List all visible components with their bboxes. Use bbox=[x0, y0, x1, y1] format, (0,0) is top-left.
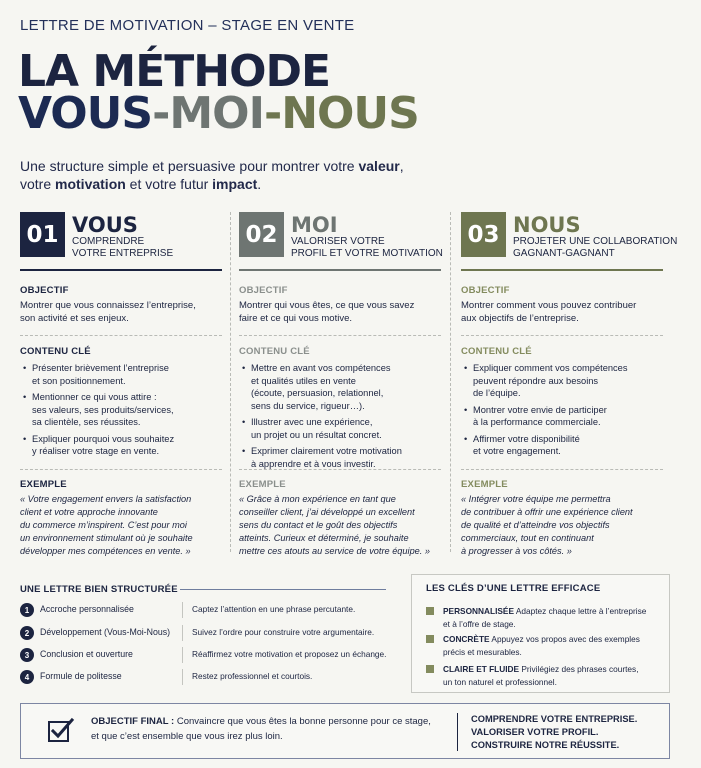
bullet-line: à apprendre et à vous investir. bbox=[251, 458, 376, 469]
title-vous: VOUS bbox=[18, 88, 153, 139]
quote-line: mettre ces atouts au service de votre équipe. » bbox=[239, 546, 430, 556]
step-divider bbox=[182, 602, 183, 618]
subtitle-line: VOTRE ENTREPRISE bbox=[72, 248, 174, 259]
structure-rule bbox=[180, 589, 386, 590]
step-divider bbox=[182, 647, 183, 663]
bullet-item bbox=[20, 362, 222, 387]
column-number-badge: 01 bbox=[20, 212, 65, 257]
intro-bold: impact bbox=[212, 176, 258, 192]
step-name: Accroche personnalisée bbox=[40, 604, 134, 614]
bullet-item bbox=[461, 433, 663, 458]
objectif-label: OBJECTIF bbox=[20, 285, 69, 296]
final-label: OBJECTIF FINAL : bbox=[91, 716, 175, 727]
intro-part: et votre futur bbox=[125, 176, 213, 192]
objectif-label: OBJECTIF bbox=[239, 285, 288, 296]
key-label: CLAIRE ET FLUIDE bbox=[443, 664, 520, 674]
final-objective-bar bbox=[20, 703, 670, 759]
subtitle-line: GAGNANT-GAGNANT bbox=[513, 248, 615, 259]
bullet-line: • Montrer votre envie de participer bbox=[473, 404, 607, 415]
quote-line: du commerce m’inspirent. C’est pour moi bbox=[20, 520, 187, 530]
quote-line: un environnement stimulant où je souhaite bbox=[20, 533, 193, 543]
final-divider bbox=[457, 713, 458, 751]
kicker: LETTRE DE MOTIVATION – STAGE EN VENTE bbox=[20, 17, 355, 34]
section-divider bbox=[20, 469, 222, 470]
intro-part: . bbox=[257, 176, 262, 192]
key-content-list bbox=[20, 362, 222, 462]
exemple-label: EXEMPLE bbox=[461, 479, 508, 490]
title-line2 bbox=[18, 88, 419, 139]
column-name: VOUS bbox=[72, 213, 138, 237]
quote-line: « Votre engagement envers la satisfaction bbox=[20, 494, 192, 504]
square-bullet-icon bbox=[426, 665, 434, 673]
bullet-item bbox=[239, 416, 441, 441]
quote-line: « Intégrer votre équipe me permettra bbox=[461, 494, 611, 504]
bullet-line: • Expliquer comment vos compétences bbox=[473, 363, 628, 373]
bullet-line: peuvent répondre aux besoins bbox=[473, 375, 599, 386]
section-divider bbox=[239, 469, 441, 470]
title-line1: LA MÉTHODE bbox=[18, 46, 331, 97]
key-line: Appuyez vos propos avec des exemples bbox=[489, 634, 640, 644]
step-name: Développement (Vous-Moi-Nous) bbox=[40, 627, 171, 637]
objectif-line: Montrer comment vous pouvez contribuer bbox=[461, 300, 637, 311]
bullet-line: à la performance commerciale. bbox=[473, 417, 601, 427]
structure-step bbox=[20, 670, 400, 688]
objectif-line: Montrer que vous connaissez l’entreprise, bbox=[20, 300, 196, 311]
quote-line: à progresser à vos côtés. » bbox=[461, 546, 572, 556]
title-dash: - bbox=[152, 88, 170, 139]
subtitle-line: PROJETER UNE COLLABORATION bbox=[513, 236, 678, 247]
objectif-text bbox=[20, 299, 222, 325]
quote-line: atteints. Curieux et déterminé, je souhaite bbox=[239, 533, 409, 543]
bullet-item bbox=[20, 391, 222, 429]
column-rule bbox=[20, 269, 222, 271]
step-name: Conclusion et ouverture bbox=[40, 649, 133, 659]
keys-box bbox=[411, 574, 670, 693]
bullet-line: et qualités utiles en vente bbox=[251, 375, 356, 386]
objectif-text bbox=[461, 299, 663, 325]
summary-line: CONSTRUIRE NOTRE RÉUSSITE. bbox=[471, 740, 620, 750]
square-bullet-icon bbox=[426, 607, 434, 615]
step-description: Suivez l’ordre pour construire votre argumentaire. bbox=[192, 627, 375, 637]
objectif-line: aux objectifs de l’entreprise. bbox=[461, 313, 579, 324]
bullet-line: et votre engagement. bbox=[473, 446, 561, 456]
quote-line: « Grâce à mon expérience en tant que bbox=[239, 494, 396, 504]
bullet-line: (écoute, persuasion, relationnel, bbox=[251, 388, 384, 398]
intro-bold: motivation bbox=[55, 176, 126, 192]
key-line: et à l’offre de stage. bbox=[443, 618, 516, 629]
column-subtitle bbox=[513, 236, 677, 260]
column-divider bbox=[230, 212, 231, 552]
final-objective-text bbox=[91, 714, 446, 744]
keys-title: LES CLÉS D’UNE LETTRE EFFICACE bbox=[426, 583, 601, 594]
quote-line: conseiller client, j’ai développé un excellent bbox=[239, 507, 415, 517]
bullet-item bbox=[239, 445, 441, 470]
subtitle-line: COMPRENDRE bbox=[72, 236, 145, 247]
step-number-badge: 3 bbox=[20, 648, 34, 662]
step-number-badge: 1 bbox=[20, 603, 34, 617]
key-content-list bbox=[461, 362, 663, 462]
step-description: Captez l’attention en une phrase percutante. bbox=[192, 604, 356, 614]
quote-line: client et votre approche innovante bbox=[20, 507, 158, 517]
bullet-line: • Affirmer votre disponibilité bbox=[473, 433, 580, 444]
subtitle-line: VALORISER VOTRE bbox=[291, 236, 385, 247]
exemple-label: EXEMPLE bbox=[20, 479, 67, 490]
step-name: Formule de politesse bbox=[40, 671, 122, 681]
structure-step bbox=[20, 626, 400, 644]
checkbox-check-icon bbox=[47, 716, 75, 744]
bullet-line: de l’équipe. bbox=[473, 388, 521, 398]
bullet-line: • Exprimer clairement votre motivation bbox=[251, 446, 402, 456]
section-divider bbox=[239, 335, 441, 336]
step-divider bbox=[182, 625, 183, 641]
column-number-badge: 03 bbox=[461, 212, 506, 257]
contenu-label: CONTENU CLÉ bbox=[20, 346, 91, 357]
key-line: un ton naturel et professionnel. bbox=[443, 676, 557, 687]
key-content-list bbox=[239, 362, 441, 474]
key-text bbox=[443, 605, 659, 630]
title-moi: MOI bbox=[169, 88, 264, 139]
bullet-line: • Présenter brièvement l’entreprise bbox=[32, 363, 169, 373]
column-name: MOI bbox=[291, 213, 338, 237]
section-divider bbox=[461, 335, 663, 336]
step-number-badge: 2 bbox=[20, 626, 34, 640]
bullet-line: et son positionnement. bbox=[32, 375, 126, 386]
final-summary bbox=[471, 713, 637, 752]
key-line: précis et mesurables. bbox=[443, 646, 522, 657]
key-text bbox=[443, 663, 659, 688]
bullet-line: un projet ou un résultat concret. bbox=[251, 429, 382, 440]
exemple-quote bbox=[461, 493, 663, 558]
bullet-line: sa clientèle, ses réussites. bbox=[32, 417, 141, 427]
subtitle-line: PROFIL ET VOTRE MOTIVATION bbox=[291, 248, 443, 259]
exemple-quote bbox=[239, 493, 441, 558]
bullet-item bbox=[461, 362, 663, 400]
column-rule bbox=[239, 269, 441, 271]
objectif-line: faire et ce qui vous motive. bbox=[239, 313, 352, 324]
bullet-line: • Mentionner ce qui vous attire : bbox=[32, 392, 157, 402]
column-subtitle bbox=[72, 236, 173, 260]
key-label: PERSONNALISÉE bbox=[443, 606, 514, 616]
bullet-item bbox=[20, 433, 222, 458]
bullet-line: • Illustrer avec une expérience, bbox=[251, 417, 373, 427]
key-line: Privilégiez des phrases courtes, bbox=[519, 664, 639, 674]
key-text bbox=[443, 633, 659, 658]
contenu-label: CONTENU CLÉ bbox=[239, 346, 310, 357]
column-rule bbox=[461, 269, 663, 271]
bullet-item bbox=[239, 362, 441, 412]
structure-step bbox=[20, 603, 400, 621]
summary-line: VALORISER VOTRE PROFIL. bbox=[471, 727, 599, 737]
final-line: Convaincre que vous êtes la bonne personne pour ce stage, bbox=[174, 716, 431, 727]
step-number-badge: 4 bbox=[20, 670, 34, 684]
key-label: CONCRÈTE bbox=[443, 634, 490, 644]
section-divider bbox=[461, 469, 663, 470]
exemple-quote bbox=[20, 493, 222, 558]
bullet-item bbox=[461, 404, 663, 429]
key-line: Adaptez chaque lettre à l’entreprise bbox=[514, 606, 647, 616]
quote-line: de qualité et d’atteindre vos objectifs bbox=[461, 520, 610, 530]
quote-line: sens du contact et le goût des objectifs bbox=[239, 520, 398, 530]
step-description: Réaffirmez votre motivation et proposez un échange. bbox=[192, 649, 387, 659]
intro-part: Une structure simple et persuasive pour montrer votre bbox=[20, 158, 359, 174]
final-line: et que c’est ensemble que vous irez plus loin. bbox=[91, 731, 283, 742]
objectif-label: OBJECTIF bbox=[461, 285, 510, 296]
intro-bold: valeur bbox=[358, 158, 400, 174]
title-dash: - bbox=[263, 88, 282, 139]
step-divider bbox=[182, 669, 183, 685]
column-number-badge: 02 bbox=[239, 212, 284, 257]
objectif-line: son activité et ses enjeux. bbox=[20, 313, 129, 324]
bullet-line: sens du service, rigueur…). bbox=[251, 400, 365, 411]
column-name: NOUS bbox=[513, 213, 581, 237]
title-nous: NOUS bbox=[281, 88, 419, 139]
contenu-label: CONTENU CLÉ bbox=[461, 346, 532, 357]
step-description: Restez professionnel et courtois. bbox=[192, 671, 313, 681]
intro-part: , bbox=[399, 158, 404, 174]
quote-line: commerciaux, tout en continuant bbox=[461, 533, 594, 543]
quote-line: développer mes compétences en vente. » bbox=[20, 546, 191, 556]
bullet-line: ses valeurs, ses produits/services, bbox=[32, 404, 174, 415]
structure-step bbox=[20, 648, 400, 666]
bullet-line: • Expliquer pourquoi vous souhaitez bbox=[32, 433, 175, 444]
square-bullet-icon bbox=[426, 635, 434, 643]
summary-line: COMPRENDRE VOTRE ENTREPRISE. bbox=[471, 714, 638, 724]
column-divider bbox=[450, 212, 451, 552]
exemple-label: EXEMPLE bbox=[239, 479, 286, 490]
bullet-line: y réaliser votre stage en vente. bbox=[32, 446, 160, 456]
bullet-line: • Mettre en avant vos compétences bbox=[251, 363, 391, 373]
section-divider bbox=[20, 335, 222, 336]
structure-title: UNE LETTRE BIEN STRUCTURÉE bbox=[20, 584, 178, 595]
objectif-line: Montrer qui vous êtes, ce que vous savez bbox=[239, 300, 415, 311]
intro-text bbox=[20, 157, 404, 193]
objectif-text bbox=[239, 299, 441, 325]
quote-line: de contribuer à offrir une expérience client bbox=[461, 507, 633, 517]
intro-part: votre bbox=[20, 176, 56, 192]
column-subtitle bbox=[291, 236, 443, 260]
